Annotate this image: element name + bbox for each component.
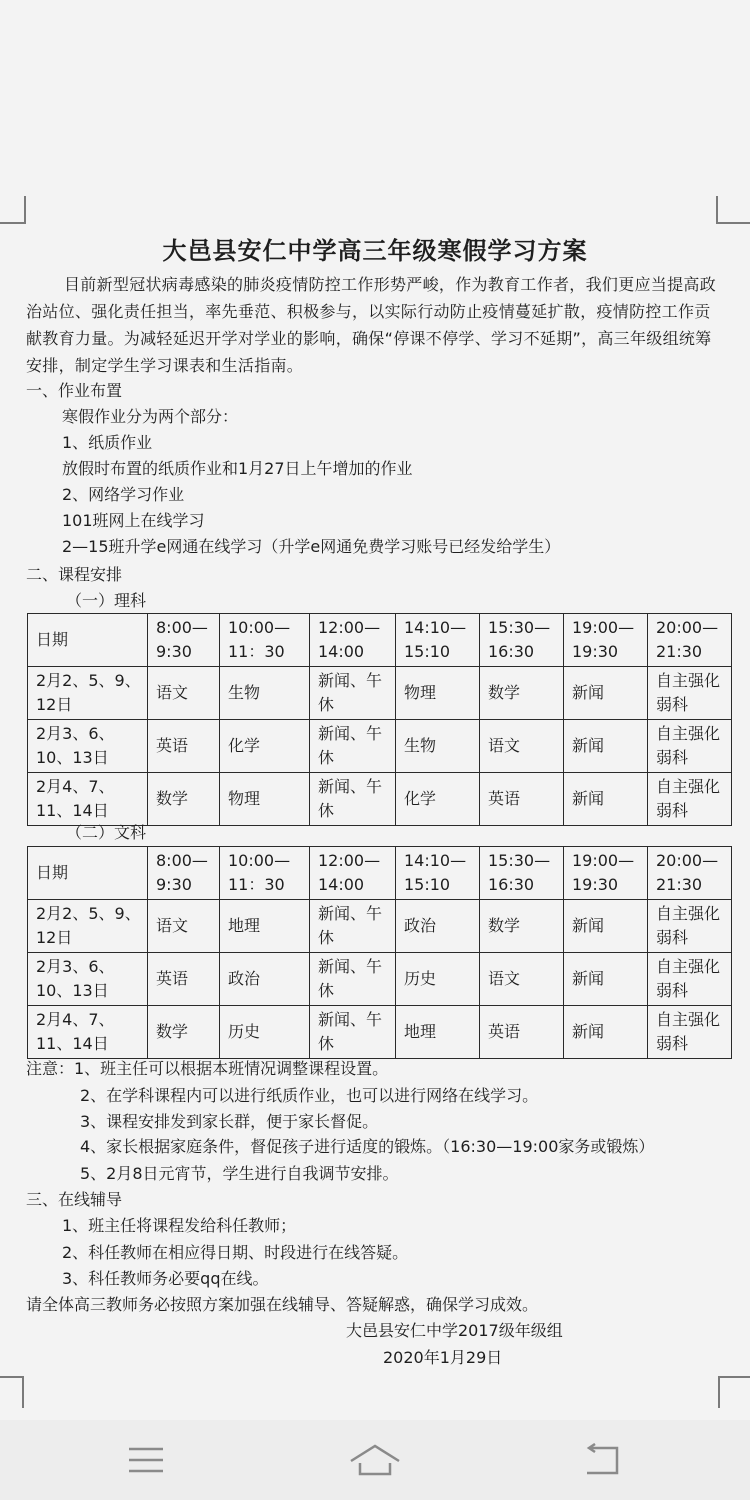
section1-line: 101班网上在线学习 — [62, 511, 205, 530]
table-cell: 数学 — [148, 773, 220, 826]
table-header-cell: 8:00—9:30 — [148, 847, 220, 900]
table-cell: 物理 — [396, 667, 480, 720]
table-cell: 数学 — [480, 900, 564, 953]
table-cell: 新闻 — [564, 953, 648, 1006]
section1-line: 1、纸质作业 — [62, 433, 153, 452]
note-line: 注意：1、班主任可以根据本班情况调整课程设置。 — [26, 1059, 389, 1078]
table-cell: 数学 — [480, 667, 564, 720]
table-cell: 2月4、7、11、14日 — [28, 773, 148, 826]
table-cell: 新闻 — [564, 773, 648, 826]
table-header-cell: 日期 — [28, 614, 148, 667]
table-cell: 语文 — [480, 953, 564, 1006]
crop-mark-top-left — [0, 196, 26, 224]
section1-heading: 一、作业布置 — [26, 381, 123, 400]
table-cell: 政治 — [396, 900, 480, 953]
document-title: 大邑县安仁中学高三年级寒假学习方案 — [162, 237, 588, 265]
table-cell: 自主强化弱科 — [648, 773, 732, 826]
note-line: 5、2月8日元宵节，学生进行自我调节安排。 — [80, 1164, 399, 1183]
table-header-cell: 19:00—19:30 — [564, 614, 648, 667]
signature-date: 2020年1月29日 — [383, 1348, 503, 1367]
back-icon — [581, 1443, 623, 1477]
table-cell: 新闻 — [564, 900, 648, 953]
crop-mark-bottom-left — [0, 1376, 24, 1408]
section1-line: 2—15班升学e网通在线学习（升学e网通免费学习账号已经发给学生） — [62, 537, 561, 556]
table-cell: 语文 — [480, 720, 564, 773]
home-button[interactable] — [345, 1438, 405, 1482]
section2-heading: 二、课程安排 — [26, 565, 123, 584]
table-cell: 政治 — [220, 953, 310, 1006]
table-cell: 物理 — [220, 773, 310, 826]
table-cell: 新闻、午休 — [310, 667, 396, 720]
home-icon — [348, 1443, 402, 1477]
science-schedule-table — [27, 613, 732, 826]
note-line: 2、在学科课程内可以进行纸质作业，也可以进行网络在线学习。 — [80, 1086, 539, 1105]
table-header-cell: 8:00—9:30 — [148, 614, 220, 667]
table-header-cell: 15:30—16:30 — [480, 847, 564, 900]
table-cell: 新闻、午休 — [310, 953, 396, 1006]
table-header-cell: 12:00—14:00 — [310, 614, 396, 667]
table-cell: 数学 — [148, 1006, 220, 1059]
table-cell: 语文 — [148, 667, 220, 720]
table-header-cell: 日期 — [28, 847, 148, 900]
table-cell: 化学 — [396, 773, 480, 826]
table-cell: 生物 — [396, 720, 480, 773]
intro-paragraph: 目前新型冠状病毒感染的肺炎疫情防控工作形势严峻，作为教育工作者，我们更应当提高政治站位、强化责任担当，率先垂范、积极参与，以实际行动防止疫情蔓延扩散，疫情防控工作贡献教育力量。为减轻延迟开学对学业的影响，确保“停课不停学、学习不延期”，高三年级组统筹安排，制定学生学习课表和生活指南。 — [26, 275, 717, 375]
table-cell: 英语 — [148, 953, 220, 1006]
table-cell: 2月2、5、9、12日 — [28, 667, 148, 720]
section1-line: 放假时布置的纸质作业和1月27日上午增加的作业 — [62, 459, 413, 478]
section3-line: 2、科任教师在相应得日期、时段进行在线答疑。 — [62, 1243, 409, 1262]
table-row — [28, 900, 732, 953]
section3-line: 1、班主任将课程发给科任教师； — [62, 1216, 297, 1235]
table-cell: 英语 — [480, 773, 564, 826]
table-cell: 自主强化弱科 — [648, 667, 732, 720]
table-header-row — [28, 614, 732, 667]
table-cell: 新闻 — [564, 720, 648, 773]
system-navigation-bar — [0, 1420, 750, 1500]
table-row — [28, 1006, 732, 1059]
note-line: 4、家长根据家庭条件，督促孩子进行适度的锻炼。（16:30—19:00家务或锻炼） — [80, 1137, 655, 1156]
table-cell: 新闻 — [564, 667, 648, 720]
table-row — [28, 720, 732, 773]
table-cell: 自主强化弱科 — [648, 900, 732, 953]
table-cell: 化学 — [220, 720, 310, 773]
table-header-cell: 20:00—21:30 — [648, 614, 732, 667]
menu-button[interactable] — [116, 1438, 176, 1482]
table-cell: 自主强化弱科 — [648, 953, 732, 1006]
crop-mark-bottom-right — [718, 1376, 750, 1408]
table-cell: 2月2、5、9、12日 — [28, 900, 148, 953]
table-cell: 英语 — [480, 1006, 564, 1059]
table-cell: 生物 — [220, 667, 310, 720]
table-cell: 自主强化弱科 — [648, 720, 732, 773]
arts-schedule-table — [27, 846, 732, 1059]
table-cell: 新闻、午休 — [310, 900, 396, 953]
table-cell: 2月3、6、10、13日 — [28, 953, 148, 1006]
signature-org: 大邑县安仁中学2017级年级组 — [346, 1321, 563, 1340]
table-cell: 2月4、7、11、14日 — [28, 1006, 148, 1059]
back-button[interactable] — [572, 1438, 632, 1482]
table-cell: 自主强化弱科 — [648, 1006, 732, 1059]
table-header-cell: 14:10—15:10 — [396, 614, 480, 667]
table-cell: 2月3、6、10、13日 — [28, 720, 148, 773]
section3-line: 3、科任教师务必要qq在线。 — [62, 1269, 269, 1288]
table-row — [28, 953, 732, 1006]
table-header-cell: 15:30—16:30 — [480, 614, 564, 667]
table-cell: 英语 — [148, 720, 220, 773]
arts-label: （二）文科 — [66, 823, 147, 842]
table-header-cell: 10:00—11：30 — [220, 614, 310, 667]
table-header-cell: 10:00—11：30 — [220, 847, 310, 900]
science-label: （一）理科 — [66, 591, 147, 610]
table-cell: 地理 — [396, 1006, 480, 1059]
table-row — [28, 773, 732, 826]
table-cell: 语文 — [148, 900, 220, 953]
note-line: 3、课程安排发到家长群，便于家长督促。 — [80, 1112, 379, 1131]
table-header-cell: 19:00—19:30 — [564, 847, 648, 900]
table-cell: 新闻、午休 — [310, 1006, 396, 1059]
table-cell: 历史 — [220, 1006, 310, 1059]
table-cell: 历史 — [396, 953, 480, 1006]
table-cell: 新闻、午休 — [310, 720, 396, 773]
table-header-cell: 20:00—21:30 — [648, 847, 732, 900]
menu-icon — [127, 1445, 165, 1475]
table-cell: 新闻 — [564, 1006, 648, 1059]
closing-line: 请全体高三教师务必按照方案加强在线辅导、答疑解惑，确保学习成效。 — [26, 1295, 539, 1314]
crop-mark-top-right — [716, 196, 750, 224]
section1-line: 2、网络学习作业 — [62, 485, 185, 504]
section3-heading: 三、在线辅导 — [26, 1190, 123, 1209]
table-cell: 新闻、午休 — [310, 773, 396, 826]
table-header-row — [28, 847, 732, 900]
table-header-cell: 12:00—14:00 — [310, 847, 396, 900]
table-cell: 地理 — [220, 900, 310, 953]
table-header-cell: 14:10—15:10 — [396, 847, 480, 900]
section1-line: 寒假作业分为两个部分： — [62, 407, 239, 426]
table-row — [28, 667, 732, 720]
